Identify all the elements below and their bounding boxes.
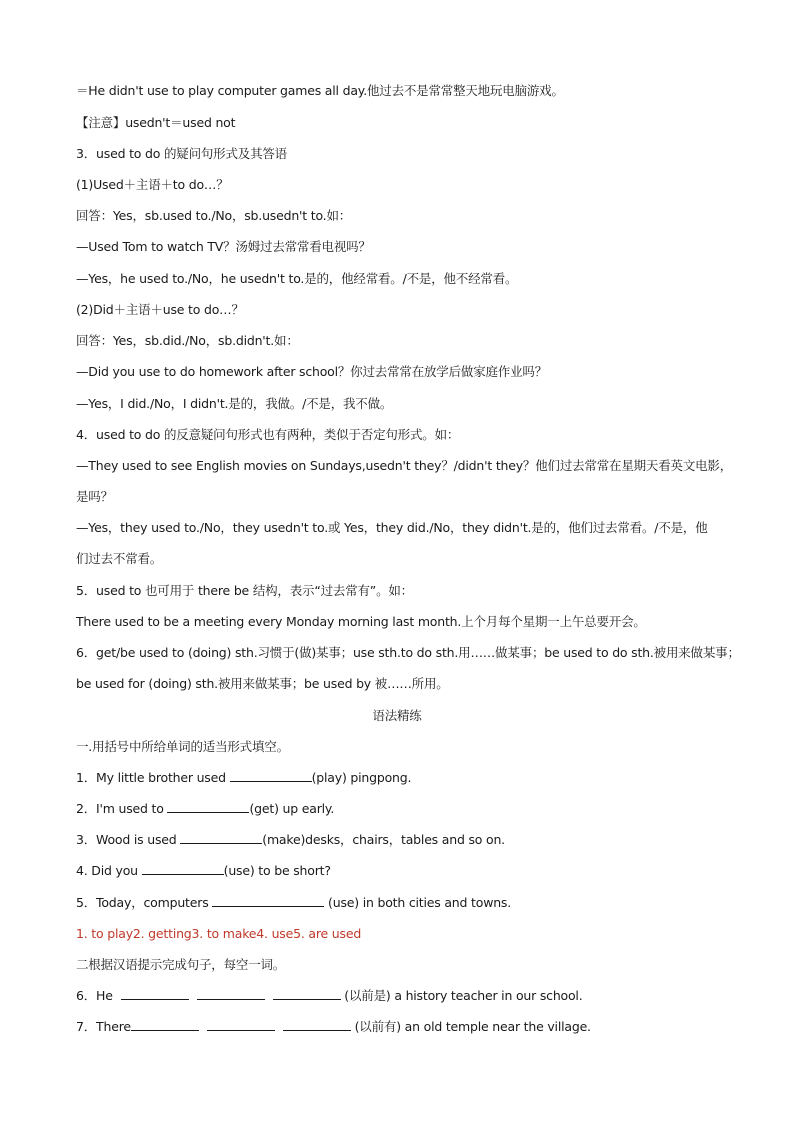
text-line: (2)Did＋主语＋use to do…？ xyxy=(76,302,244,317)
text-line: be used for (doing) sth.被用来做某事；be used by 被……所用。 xyxy=(76,676,449,691)
question-1 xyxy=(76,769,411,787)
text-line: ＝He didn't use to play computer games all day.他过去不是常常整天地玩电脑游戏。 xyxy=(76,83,564,98)
question-7 xyxy=(76,1018,591,1036)
note-line: 【注意】usedn't＝used not xyxy=(76,115,236,130)
question-4 xyxy=(76,862,331,880)
question-text: (以前是) a history teacher in our school. xyxy=(340,988,583,1003)
question-text: 4. Did you xyxy=(76,863,142,878)
answer-blank[interactable] xyxy=(230,769,312,782)
text-line: —Yes，he used to./No，he usedn't to.是的，他经常看。/不是，他不经常看。 xyxy=(76,271,518,286)
text-line: (1)Used＋主语＋to do…？ xyxy=(76,177,229,192)
answer-blank[interactable] xyxy=(121,987,189,1000)
answer-blank[interactable] xyxy=(273,987,341,1000)
text-line: —Yes，I did./No，I didn't.是的，我做。/不是，我不做。 xyxy=(76,396,393,411)
question-2 xyxy=(76,800,334,818)
text-line: —Yes，they used to./No，they usedn't to.或 Yes，they did./No，they didn't.是的，他们过去常看。/不是，他 xyxy=(76,520,708,535)
heading-4: 4．used to do 的反意疑问句形式也有两种，类似于否定句形式。如： xyxy=(76,427,460,442)
question-text: 2．I'm used to xyxy=(76,801,168,816)
answer-key: 1. to play2. getting3. to make4. use5. are used xyxy=(76,926,362,941)
question-text: (use) to be short? xyxy=(223,863,331,878)
answer-blank[interactable] xyxy=(180,831,262,844)
question-text: (make)desks，chairs，tables and so on. xyxy=(262,832,505,847)
text-line: —They used to see English movies on Sundays,usedn't they？/didn't they？他们过去常常在星期天看英文电影， xyxy=(76,458,733,473)
question-5 xyxy=(76,894,511,912)
question-text: (以前有) an old temple near the village. xyxy=(350,1019,591,1034)
question-text: 5．Today，computers xyxy=(76,895,213,910)
heading-6: 6．get/be used to (doing) sth.习惯于(做)某事；use sth.to do sth.用……做某事；be used to do sth.被用来做某事； xyxy=(76,645,740,660)
text-line: 们过去不常看。 xyxy=(76,551,163,566)
text-line: There used to be a meeting every Monday morning last month.上个月每个星期一上午总要开会。 xyxy=(76,614,646,629)
text-line: 回答：Yes，sb.used to./No，sb.usedn't to.如： xyxy=(76,208,352,223)
question-text: (play) pingpong. xyxy=(311,770,412,785)
exercise-part-1-title: 一.用括号中所给单词的适当形式填空。 xyxy=(76,739,289,754)
exercise-part-2-title: 二根据汉语提示完成句子，每空一词。 xyxy=(76,957,286,972)
question-text: (use) in both cities and towns. xyxy=(324,895,512,910)
question-text: 7．There xyxy=(76,1019,131,1034)
question-text: 1．My little brother used xyxy=(76,770,230,785)
answer-blank[interactable] xyxy=(283,1018,351,1031)
heading-3: 3．used to do 的疑问句形式及其答语 xyxy=(76,146,287,161)
question-text: 6．He xyxy=(76,988,117,1003)
question-3 xyxy=(76,831,505,849)
question-text: (get) up early. xyxy=(249,801,335,816)
question-text: 3．Wood is used xyxy=(76,832,181,847)
answer-blank[interactable] xyxy=(142,862,224,875)
answer-blank[interactable] xyxy=(212,894,324,907)
answer-blank[interactable] xyxy=(197,987,265,1000)
answer-blank[interactable] xyxy=(207,1018,275,1031)
section-title: 语法精练 xyxy=(372,708,422,723)
text-line: 是吗？ xyxy=(76,489,113,504)
text-line: 回答：Yes，sb.did./No，sb.didn't.如： xyxy=(76,333,299,348)
answer-blank[interactable] xyxy=(167,800,249,813)
answer-blank[interactable] xyxy=(131,1018,199,1031)
question-6 xyxy=(76,987,582,1005)
heading-5: 5．used to 也可用于 there be 结构，表示“过去常有”。如： xyxy=(76,583,413,598)
text-line: —Did you use to do homework after school？你过去常常在放学后做家庭作业吗？ xyxy=(76,364,548,379)
text-line: —Used Tom to watch TV？汤姆过去常常看电视吗？ xyxy=(76,239,371,254)
